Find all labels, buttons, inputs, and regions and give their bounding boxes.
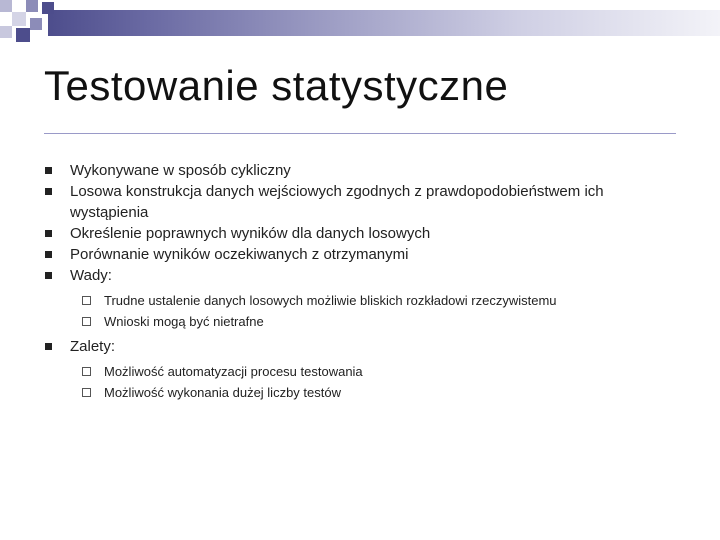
square-bullet-icon: [45, 230, 52, 237]
sub-bullet-text: Możliwość automatyzacji procesu testowania: [104, 364, 363, 379]
decorative-square: [26, 0, 38, 12]
hollow-square-bullet-icon: [82, 367, 91, 376]
decorative-square: [30, 18, 42, 30]
decorative-square: [0, 26, 12, 38]
header-gradient-bar: [48, 10, 720, 36]
bullet-text: Wykonywane w sposób cykliczny: [70, 162, 291, 179]
bullet-text: Wady:: [70, 267, 112, 284]
bullet-item: [42, 336, 662, 403]
decorative-header: [0, 0, 720, 48]
sub-bullet-text: Możliwość wykonania dużej liczby testów: [104, 385, 341, 400]
sub-bullet-item: [70, 290, 662, 311]
decorative-square: [16, 28, 30, 42]
hollow-square-bullet-icon: [82, 296, 91, 305]
square-bullet-icon: [45, 272, 52, 279]
sub-bullet-item: [70, 311, 662, 332]
slide-title: Testowanie statystyczne: [44, 62, 509, 109]
bullet-item: [42, 181, 662, 223]
bullet-text: Losowa konstrukcja danych wejściowych zgodnych z prawdopodobieństwem ich wystąpienia: [70, 183, 604, 221]
hollow-square-bullet-icon: [82, 388, 91, 397]
sub-bullet-list: [70, 290, 662, 332]
decorative-square: [0, 0, 12, 12]
bullet-text: Porównanie wyników oczekiwanych z otrzymanymi: [70, 246, 409, 263]
decorative-square: [12, 12, 26, 26]
square-bullet-icon: [45, 343, 52, 350]
sub-bullet-item: [70, 382, 662, 403]
bullet-text: Zalety:: [70, 338, 116, 355]
bullet-item: [42, 160, 662, 181]
sub-bullet-list: [70, 361, 662, 403]
bullet-item: [42, 265, 662, 332]
sub-bullet-text: Wnioski mogą być nietrafne: [104, 314, 264, 329]
sub-bullet-item: [70, 361, 662, 382]
hollow-square-bullet-icon: [82, 317, 91, 326]
square-bullet-icon: [45, 188, 52, 195]
bullet-item: [42, 244, 662, 265]
square-bullet-icon: [45, 251, 52, 258]
sub-bullet-text: Trudne ustalenie danych losowych możliwie bliskich rozkładowi rzeczywistemu: [104, 293, 557, 308]
decorative-square: [42, 2, 54, 14]
bullet-text: Określenie poprawnych wyników dla danych losowych: [70, 225, 431, 242]
bullet-item: [42, 223, 662, 244]
title-divider: [44, 133, 676, 134]
bullet-list: [42, 160, 662, 407]
square-bullet-icon: [45, 167, 52, 174]
